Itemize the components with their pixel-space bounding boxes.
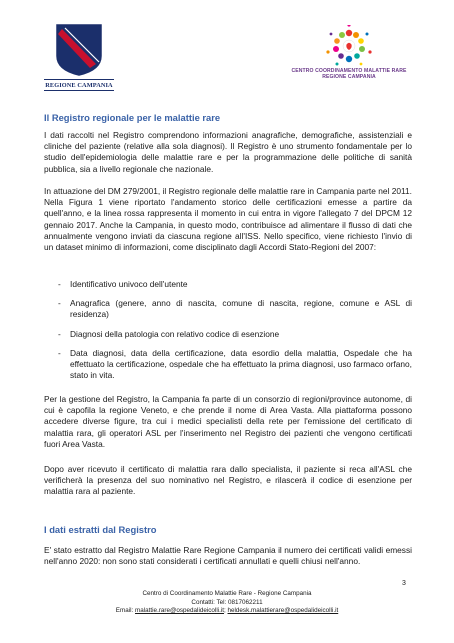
centro-name-line1: CENTRO COORDINAMENTO MALATTIE RARE — [291, 68, 407, 74]
email-link-malattie-rare[interactable]: malattie.rare@ospedalideicolli.it — [135, 607, 225, 615]
footer-email-label: Email: — [115, 607, 134, 615]
email-link-helpdesk[interactable]: heldesk.malattierare@ospedalideicolli.it — [227, 607, 339, 615]
paragraph-dm-279: In attuazione del DM 279/2001, il Registro regionale delle malattie rare in Campania parte nel 2011. Nella Figura 1 viene riportato l'andamento storico delle certificazioni emesse a partire da quell'anno, e la linea rossa rappresenta il momento in cui entra in vigore l'allegato 7 del DPCM 12 gennaio 2017. Anche la Campania, in questo modo, contribuisce ad alimentare il flusso di dati che annualmente vengono inviati da ciascuna regione all'ISS. Nello specifico, viene richiesto l'invio di un dataset minimo di informazioni, come disciplinato dagli Accordi Stato-Regioni del 2007: — [44, 186, 412, 253]
paragraph-intro: I dati raccolti nel Registro comprendono informazioni anagrafiche, demografiche, assistenziali e cliniche del paziente (relative alla sola diagnosi). Il Registro è uno strumento fondamentale per lo studio dell'epidemiologia delle malattie rare e per la programmazione delle politiche di sanità pubblica, sia a livello regionale che nazionale. — [44, 130, 412, 174]
centro-name-label — [274, 68, 424, 81]
dataset-list — [44, 279, 412, 381]
campania-shield-icon — [56, 24, 102, 76]
list-item: - Data diagnosi, data della certificazione, data esordio della malattia, Ospedale che ha effettuato la certificazione, ospedale che ha effettuato la prima diagnosi, uso farmaco orfano, stato in vita. — [58, 347, 412, 381]
regione-campania-logo — [44, 24, 114, 92]
footer-center-name: Centro di Coordinamento Malattie Rare - Regione Campania — [142, 590, 312, 597]
list-item: - Anagrafica (genere, anno di nascita, comune di nascita, regione, comune e ASL di residenza) — [58, 298, 412, 320]
section-title-dati-estratti: I dati estratti dal Registro — [44, 524, 157, 535]
footer-emails — [0, 607, 454, 616]
footer-contacts: Contatti: Tel: 0817062211 — [191, 598, 263, 606]
paragraph-dati-estratti: E' stato estratto dal Registro Malattie Rare Regione Campania il numero dei certificati validi emessi nell'anno 2020: non sono stati considerati i certificati annullati e quelli chiusi nell'anno. — [44, 545, 412, 567]
centro-malattie-rare-logo — [274, 25, 424, 87]
list-item: - Identificativo univoco dell'utente — [58, 279, 188, 289]
colorful-flower-icon — [274, 25, 424, 67]
centro-name-line2: REGIONE CAMPANIA — [322, 74, 376, 81]
paragraph-area-vasta: Per la gestione del Registro, la Campania fa parte di un consorzio di regioni/province autonome, di cui è capofila la regione Veneto, e che prende il nome di Area Vasta. Alla piattaforma possono accedere diverse figure, tra cui i medici specialisti della rete per l'emissione del certificato di malattia rara, gli operatori ASL per l'inserimento nel Registro dei pazienti che vengono certificati fuori Area Vasta. — [44, 394, 412, 449]
paragraph-certificato: Dopo aver ricevuto il certificato di malattia rara dallo specialista, il paziente si reca all'ASL che verificherà la presenza del suo nominativo nel Registro, e rilascerà il codice di esenzione per malattia rara al paziente. — [44, 464, 412, 497]
footer-email-separator: ; — [224, 607, 226, 615]
list-item: - Diagnosi della patologia con relativo codice di esenzione — [58, 328, 280, 339]
region-name-label: REGIONE CAMPANIA — [44, 79, 114, 91]
page-number: 3 — [402, 580, 406, 587]
page-footer — [0, 590, 454, 616]
section-title-registro-regionale: Il Registro regionale per le malattie rare — [44, 112, 221, 123]
